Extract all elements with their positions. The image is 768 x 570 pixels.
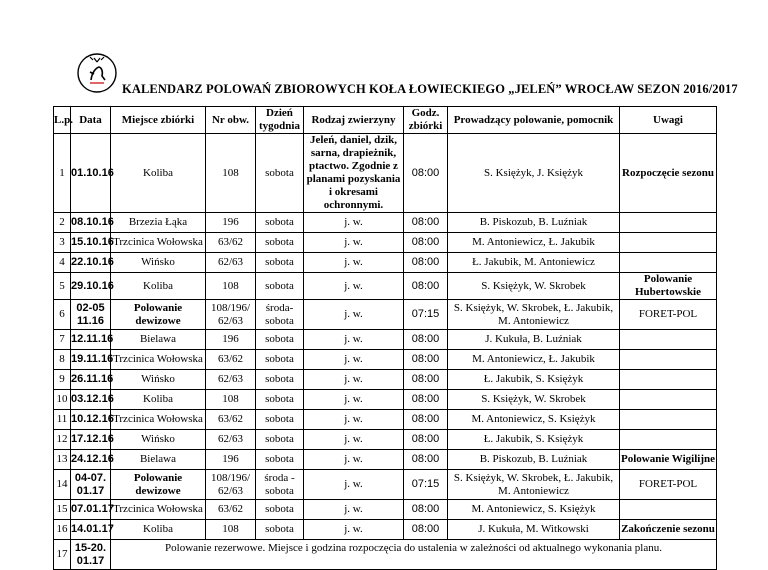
row-remarks bbox=[620, 253, 717, 273]
row-weekday: sobota bbox=[256, 273, 304, 300]
row-time: 07:15 bbox=[404, 470, 448, 500]
row-weekday: środa- sobota bbox=[256, 300, 304, 330]
header-prowadzacy: Prowadzący polowanie, pomocnik bbox=[448, 107, 620, 134]
reserve-hunt-note: Polowanie rezerwowe. Miejsce i godzina rozpoczęcia do ustalenia w zależności od aktualnego wykonania planu. bbox=[111, 540, 717, 570]
row-leaders: M. Antoniewicz, S. Księżyk bbox=[448, 500, 620, 520]
header-dzien: Dzień tygodnia bbox=[256, 107, 304, 134]
row-game: j. w. bbox=[304, 300, 404, 330]
row-weekday: sobota bbox=[256, 213, 304, 233]
row-game: j. w. bbox=[304, 350, 404, 370]
document-title: KALENDARZ POLOWAŃ ZBIOROWYCH KOŁA ŁOWIECKIEGO „JELEŃ” WROCŁAW SEZON 2016/2017 bbox=[122, 82, 738, 96]
header-rodzaj: Rodzaj zwierzyny bbox=[304, 107, 404, 134]
row-place: Koliba bbox=[111, 520, 206, 540]
row-district: 62/63 bbox=[206, 430, 256, 450]
row-date: 15-20. 01.17 bbox=[71, 540, 111, 570]
row-leaders: B. Piskozub, B. Luźniak bbox=[448, 450, 620, 470]
row-remarks: Polowanie Wigilijne bbox=[620, 450, 717, 470]
table-row bbox=[54, 430, 717, 450]
row-lp: 4 bbox=[54, 253, 71, 273]
row-lp: 15 bbox=[54, 500, 71, 520]
header-nr-obwodu: Nr obw. bbox=[206, 107, 256, 134]
row-leaders: B. Piskozub, B. Luźniak bbox=[448, 213, 620, 233]
row-date: 14.01.17 bbox=[71, 520, 111, 540]
table-row bbox=[54, 273, 717, 300]
row-game: j. w. bbox=[304, 450, 404, 470]
table-row bbox=[54, 500, 717, 520]
row-date: 08.10.16 bbox=[71, 213, 111, 233]
row-place: Polowanie dewizowe bbox=[111, 300, 206, 330]
header-godzina: Godz. zbiórki bbox=[404, 107, 448, 134]
row-leaders: Ł. Jakubik, M. Antoniewicz bbox=[448, 253, 620, 273]
row-place: Wińsko bbox=[111, 253, 206, 273]
row-time: 07:15 bbox=[404, 300, 448, 330]
row-lp: 8 bbox=[54, 350, 71, 370]
row-date: 10.12.16 bbox=[71, 410, 111, 430]
row-district: 62/63 bbox=[206, 253, 256, 273]
row-lp: 2 bbox=[54, 213, 71, 233]
row-weekday: sobota bbox=[256, 350, 304, 370]
row-weekday: sobota bbox=[256, 134, 304, 213]
row-remarks bbox=[620, 370, 717, 390]
row-remarks bbox=[620, 500, 717, 520]
row-district: 108 bbox=[206, 520, 256, 540]
row-game: j. w. bbox=[304, 500, 404, 520]
row-date: 07.01.17 bbox=[71, 500, 111, 520]
row-place: Trzcinica Wołowska bbox=[111, 350, 206, 370]
header-uwagi: Uwagi bbox=[620, 107, 717, 134]
row-game: Jeleń, daniel, dzik, sarna, drapieżnik, ptactwo. Zgodnie z planami pozyskania i okresami ochronnymi. bbox=[304, 134, 404, 213]
row-leaders: S. Księżyk, J. Księżyk bbox=[448, 134, 620, 213]
table-row bbox=[54, 410, 717, 430]
table-row bbox=[54, 330, 717, 350]
row-lp: 17 bbox=[54, 540, 71, 570]
row-date: 29.10.16 bbox=[71, 273, 111, 300]
row-district: 108 bbox=[206, 134, 256, 213]
row-place: Bielawa bbox=[111, 330, 206, 350]
row-time: 08:00 bbox=[404, 273, 448, 300]
row-lp: 7 bbox=[54, 330, 71, 350]
table-row bbox=[54, 520, 717, 540]
row-time: 08:00 bbox=[404, 430, 448, 450]
row-game: j. w. bbox=[304, 470, 404, 500]
row-weekday: sobota bbox=[256, 520, 304, 540]
row-weekday: sobota bbox=[256, 430, 304, 450]
row-date: 01.10.16 bbox=[71, 134, 111, 213]
row-lp: 13 bbox=[54, 450, 71, 470]
row-place: Koliba bbox=[111, 134, 206, 213]
table-row-reserve bbox=[54, 540, 717, 570]
row-leaders: Ł. Jakubik, S. Księżyk bbox=[448, 370, 620, 390]
row-date: 19.11.16 bbox=[71, 350, 111, 370]
row-date: 04-07. 01.17 bbox=[71, 470, 111, 500]
row-time: 08:00 bbox=[404, 520, 448, 540]
row-district: 62/63 bbox=[206, 370, 256, 390]
hunting-calendar-table bbox=[53, 106, 717, 570]
row-lp: 10 bbox=[54, 390, 71, 410]
row-remarks bbox=[620, 390, 717, 410]
row-lp: 14 bbox=[54, 470, 71, 500]
table-row bbox=[54, 390, 717, 410]
row-weekday: sobota bbox=[256, 330, 304, 350]
row-district: 108 bbox=[206, 273, 256, 300]
row-district: 63/62 bbox=[206, 233, 256, 253]
row-remarks bbox=[620, 213, 717, 233]
row-leaders: J. Kukuła, M. Witkowski bbox=[448, 520, 620, 540]
row-date: 22.10.16 bbox=[71, 253, 111, 273]
row-place: Bielawa bbox=[111, 450, 206, 470]
row-district: 196 bbox=[206, 213, 256, 233]
header-miejsce: Miejsce zbiórki bbox=[111, 107, 206, 134]
row-place: Wińsko bbox=[111, 370, 206, 390]
row-lp: 1 bbox=[54, 134, 71, 213]
row-leaders: M. Antoniewicz, S. Księżyk bbox=[448, 410, 620, 430]
row-remarks: Polowanie Hubertowskie bbox=[620, 273, 717, 300]
row-remarks bbox=[620, 330, 717, 350]
row-district: 108/196/ 62/63 bbox=[206, 300, 256, 330]
header-lp: L.p. bbox=[54, 107, 71, 134]
row-remarks bbox=[620, 233, 717, 253]
table-row bbox=[54, 470, 717, 500]
row-game: j. w. bbox=[304, 370, 404, 390]
row-lp: 11 bbox=[54, 410, 71, 430]
row-leaders: S. Księżyk, W. Skrobek bbox=[448, 390, 620, 410]
row-place: Brzezia Łąka bbox=[111, 213, 206, 233]
row-date: 02-05 11.16 bbox=[71, 300, 111, 330]
row-weekday: sobota bbox=[256, 450, 304, 470]
row-district: 196 bbox=[206, 450, 256, 470]
row-date: 03.12.16 bbox=[71, 390, 111, 410]
row-district: 63/62 bbox=[206, 410, 256, 430]
row-district: 108 bbox=[206, 390, 256, 410]
row-lp: 12 bbox=[54, 430, 71, 450]
row-time: 08:00 bbox=[404, 390, 448, 410]
table-header-row bbox=[54, 107, 717, 134]
row-lp: 5 bbox=[54, 273, 71, 300]
row-time: 08:00 bbox=[404, 500, 448, 520]
row-place: Koliba bbox=[111, 273, 206, 300]
row-leaders: M. Antoniewicz, Ł. Jakubik bbox=[448, 233, 620, 253]
row-leaders: S. Księżyk, W. Skrobek, Ł. Jakubik, M. Antoniewicz bbox=[448, 470, 620, 500]
row-time: 08:00 bbox=[404, 233, 448, 253]
table-row bbox=[54, 350, 717, 370]
row-place: Trzcinica Wołowska bbox=[111, 410, 206, 430]
row-remarks: Rozpoczęcie sezonu bbox=[620, 134, 717, 213]
row-time: 08:00 bbox=[404, 134, 448, 213]
row-district: 63/62 bbox=[206, 350, 256, 370]
row-leaders: M. Antoniewicz, Ł. Jakubik bbox=[448, 350, 620, 370]
row-game: j. w. bbox=[304, 430, 404, 450]
row-time: 08:00 bbox=[404, 450, 448, 470]
row-district: 63/62 bbox=[206, 500, 256, 520]
row-lp: 9 bbox=[54, 370, 71, 390]
row-game: j. w. bbox=[304, 253, 404, 273]
row-leaders: S. Księżyk, W. Skrobek, Ł. Jakubik, M. Antoniewicz bbox=[448, 300, 620, 330]
row-game: j. w. bbox=[304, 410, 404, 430]
row-time: 08:00 bbox=[404, 330, 448, 350]
row-remarks bbox=[620, 430, 717, 450]
row-weekday: sobota bbox=[256, 370, 304, 390]
row-district: 108/196/ 62/63 bbox=[206, 470, 256, 500]
row-weekday: sobota bbox=[256, 500, 304, 520]
row-weekday: sobota bbox=[256, 233, 304, 253]
row-place: Trzcinica Wołowska bbox=[111, 233, 206, 253]
row-date: 12.11.16 bbox=[71, 330, 111, 350]
row-lp: 16 bbox=[54, 520, 71, 540]
table-row bbox=[54, 300, 717, 330]
row-date: 24.12.16 bbox=[71, 450, 111, 470]
row-weekday: sobota bbox=[256, 253, 304, 273]
row-remarks: FORET-POL bbox=[620, 470, 717, 500]
row-date: 26.11.16 bbox=[71, 370, 111, 390]
row-game: j. w. bbox=[304, 213, 404, 233]
row-remarks: FORET-POL bbox=[620, 300, 717, 330]
table-row bbox=[54, 450, 717, 470]
table-row bbox=[54, 370, 717, 390]
row-time: 08:00 bbox=[404, 253, 448, 273]
row-game: j. w. bbox=[304, 273, 404, 300]
row-time: 08:00 bbox=[404, 350, 448, 370]
header-data: Data bbox=[71, 107, 111, 134]
row-game: j. w. bbox=[304, 390, 404, 410]
row-remarks bbox=[620, 410, 717, 430]
row-place: Wińsko bbox=[111, 430, 206, 450]
row-district: 196 bbox=[206, 330, 256, 350]
row-remarks bbox=[620, 350, 717, 370]
row-game: j. w. bbox=[304, 520, 404, 540]
row-time: 08:00 bbox=[404, 410, 448, 430]
club-logo-icon bbox=[76, 52, 118, 94]
row-weekday: środa - sobota bbox=[256, 470, 304, 500]
row-remarks: Zakończenie sezonu bbox=[620, 520, 717, 540]
row-date: 15.10.16 bbox=[71, 233, 111, 253]
row-leaders: J. Kukuła, B. Luźniak bbox=[448, 330, 620, 350]
table-row bbox=[54, 233, 717, 253]
table-row bbox=[54, 213, 717, 233]
row-leaders: Ł. Jakubik, S. Księżyk bbox=[448, 430, 620, 450]
table-row bbox=[54, 253, 717, 273]
row-lp: 3 bbox=[54, 233, 71, 253]
row-place: Trzcinica Wołowska bbox=[111, 500, 206, 520]
row-time: 08:00 bbox=[404, 370, 448, 390]
row-leaders: S. Księżyk, W. Skrobek bbox=[448, 273, 620, 300]
row-place: Koliba bbox=[111, 390, 206, 410]
row-game: j. w. bbox=[304, 330, 404, 350]
row-weekday: sobota bbox=[256, 410, 304, 430]
row-lp: 6 bbox=[54, 300, 71, 330]
row-date: 17.12.16 bbox=[71, 430, 111, 450]
row-place: Polowanie dewizowe bbox=[111, 470, 206, 500]
row-time: 08:00 bbox=[404, 213, 448, 233]
table-row bbox=[54, 134, 717, 213]
row-game: j. w. bbox=[304, 233, 404, 253]
row-weekday: sobota bbox=[256, 390, 304, 410]
